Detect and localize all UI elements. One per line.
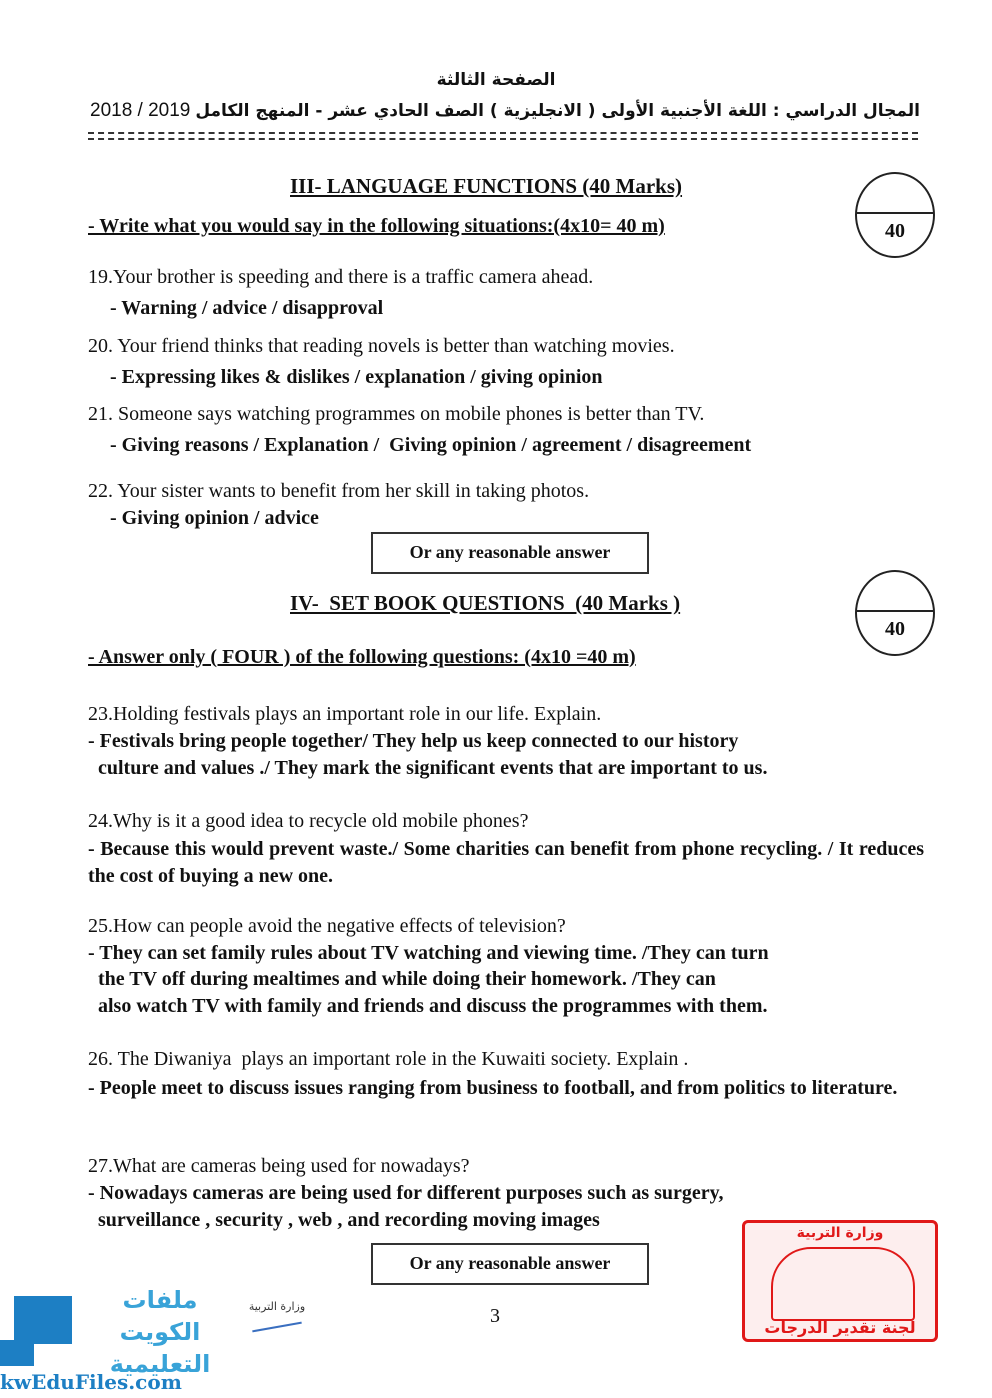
reasonable-answer-note-1: Or any reasonable answer xyxy=(371,532,649,574)
subject-line: المجال الدراسي : اللغة الأجنبية الأولى ( الانجليزية ) الصف الحادي عشر - المنهج الكامل xyxy=(195,101,920,121)
section3-instruction: - Write what you would say in the following situations:(4x10= 40 m) xyxy=(88,215,665,237)
question-25: 25.How can people avoid the negative effects of television? xyxy=(88,915,566,937)
question-23: 23.Holding festivals plays an important role in our life. Explain. xyxy=(88,703,602,725)
answer-21: - Giving reasons / Explanation / Giving opinion / agreement / disagreement xyxy=(110,434,752,456)
answer-20: - Expressing likes & dislikes / explanation / giving opinion xyxy=(110,366,603,388)
answer-25-line-3: also watch TV with family and friends and discuss the programmes with them. xyxy=(88,995,768,1017)
section3-score: 40 xyxy=(885,220,905,242)
logo-arabic-line-1: ملفات الكويت xyxy=(119,1286,201,1346)
section4-title: IV- SET BOOK QUESTIONS (40 Marks ) xyxy=(290,591,681,615)
answer-23-line-2: culture and values ./ They mark the significant events that are important to us. xyxy=(88,757,768,779)
question-22: 22. Your sister wants to benefit from her skill in taking photos. xyxy=(88,480,590,502)
section4-score-circle xyxy=(855,570,935,656)
page-number: 3 xyxy=(490,1305,500,1327)
question-26: 26. The Diwaniya plays an important role in the Kuwaiti society. Explain . xyxy=(88,1048,689,1070)
logo-square-icon xyxy=(14,1296,72,1344)
question-24: 24.Why is it a good idea to recycle old mobile phones? xyxy=(88,810,529,832)
ministry-logo xyxy=(248,1300,306,1358)
question-27: 27.What are cameras being used for nowadays? xyxy=(88,1155,470,1177)
header-divider xyxy=(88,132,918,140)
section4-instruction: - Answer only ( FOUR ) of the following questions: (4x10 =40 m) xyxy=(88,646,636,668)
logo-small-square-icon xyxy=(0,1340,34,1366)
answer-27-line-1: - Nowadays cameras are being used for different purposes such as surgery, xyxy=(88,1182,724,1204)
school-year: 2018 / 2019 xyxy=(90,100,191,121)
answer-25-line-1: - They can set family rules about TV watching and viewing time. /They can turn xyxy=(88,942,769,964)
reasonable-answer-note-2: Or any reasonable answer xyxy=(371,1243,649,1285)
question-19: 19.Your brother is speeding and there is a traffic camera ahead. xyxy=(88,266,594,288)
stamp-bottom-text: لجنة تقدير الدرجات xyxy=(764,1318,916,1337)
page-label: الصفحة الثالثة xyxy=(436,70,556,90)
section4-score: 40 xyxy=(885,618,905,640)
section3-title: III- LANGUAGE FUNCTIONS (40 Marks) xyxy=(290,174,683,198)
question-20: 20. Your friend thinks that reading novels is better than watching movies. xyxy=(88,335,675,357)
logo-url: kwEduFiles.com xyxy=(0,1370,182,1394)
answer-26: - People meet to discuss issues ranging from business to football, and from politics to literature. xyxy=(88,1077,898,1099)
exam-header xyxy=(90,100,920,122)
stamp-book-icon xyxy=(771,1247,915,1321)
answer-22: - Giving opinion / advice xyxy=(110,507,319,529)
answer-27-line-2: surveillance , security , web , and recording moving images xyxy=(88,1209,600,1231)
question-21: 21. Someone says watching programmes on mobile phones is better than TV. xyxy=(88,403,705,425)
ministry-logo-text: وزارة التربية xyxy=(248,1300,306,1313)
answer-19: - Warning / advice / disapproval xyxy=(110,297,384,319)
site-logo xyxy=(0,1280,240,1398)
section3-score-circle xyxy=(855,172,935,258)
answer-23-line-1: - Festivals bring people together/ They help us keep connected to our history xyxy=(88,730,739,752)
answer-25-line-2: the TV off during mealtimes and while doing their homework. /They can xyxy=(88,968,716,990)
answer-24: - Because this would prevent waste./ Some charities can benefit from phone recycling. / It reduces the cost of buying a new one. xyxy=(88,838,924,887)
logo-arabic-line-2: التعليمية xyxy=(109,1350,211,1378)
grading-committee-stamp xyxy=(742,1220,938,1342)
stamp-top-text: وزارة التربية xyxy=(796,1225,884,1241)
